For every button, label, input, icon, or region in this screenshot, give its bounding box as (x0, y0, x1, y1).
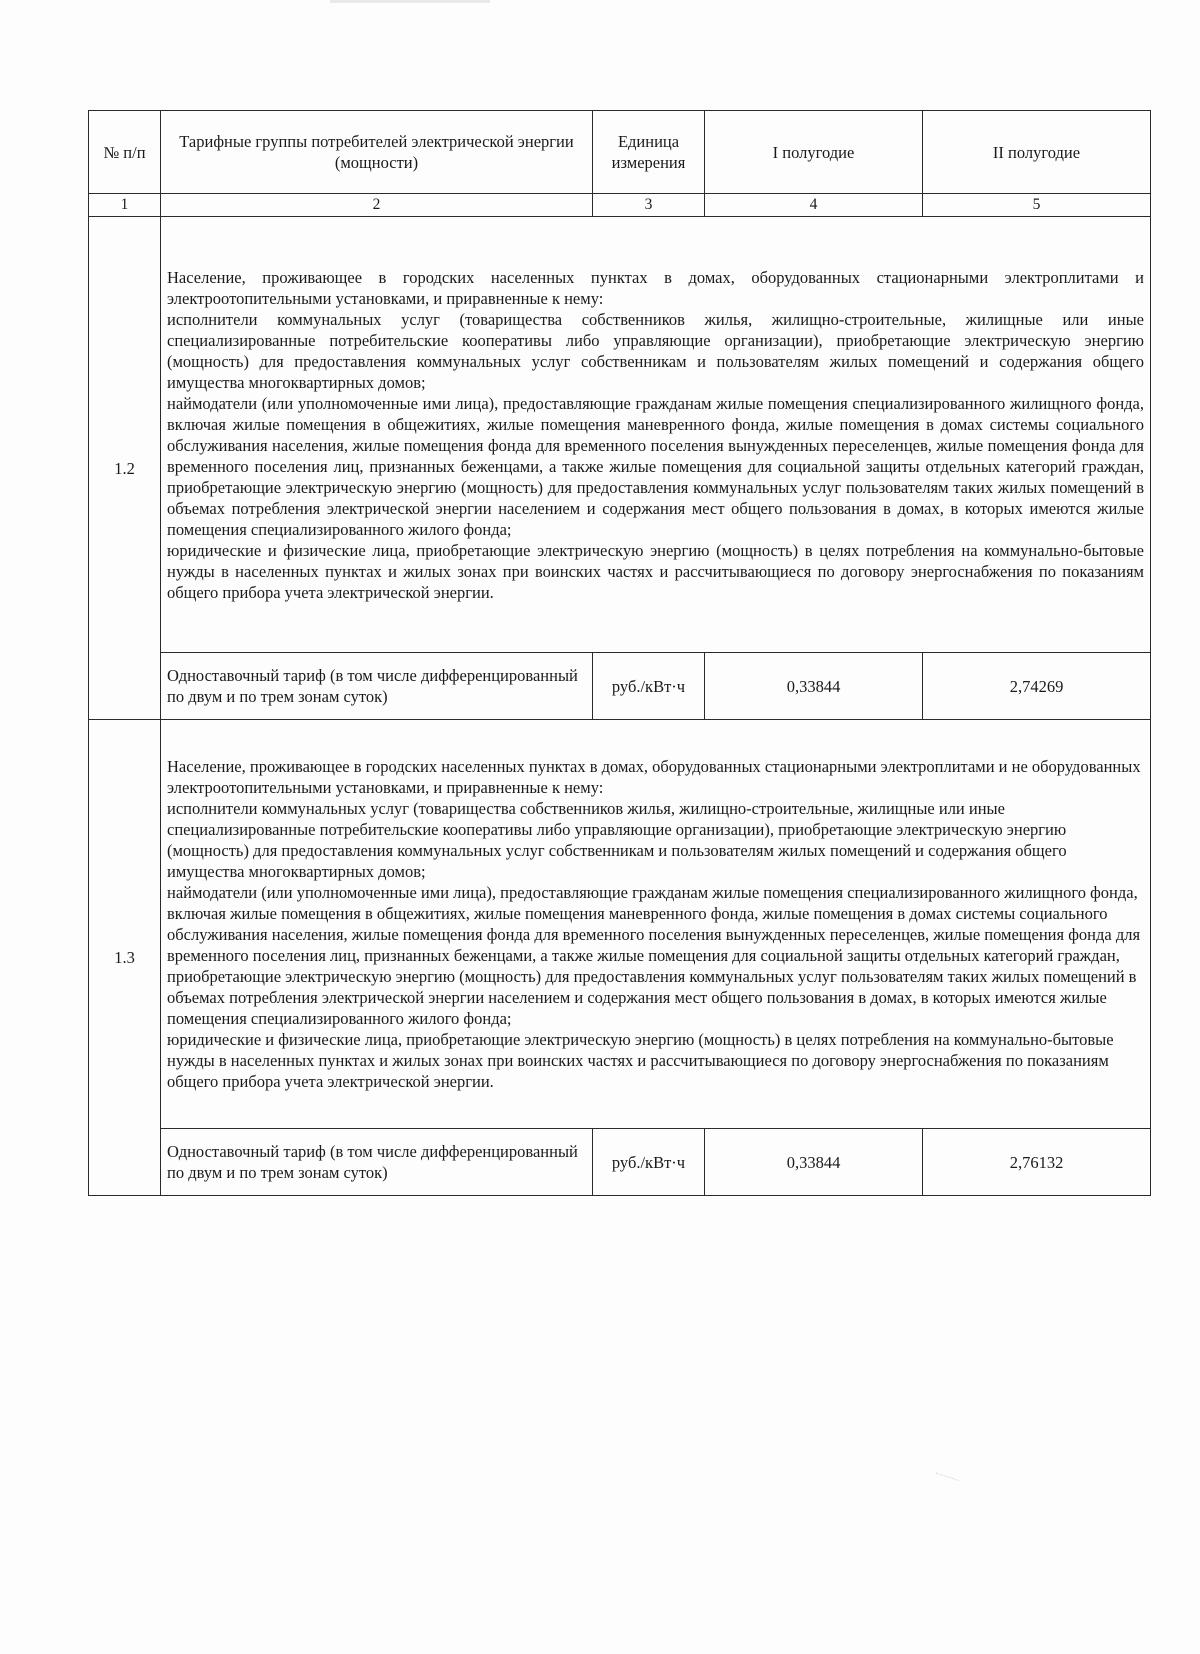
table-row (89, 1129, 1151, 1196)
description-paragraph: наймодатели (или уполномоченные ими лица), предоставляющие гражданам жилые помещения специализированного жилищного фонда, включая жилые помещения в общежитиях, жилые помещения маневренного фонда, жилые помещения в домах системы социального обслуживания населения, жилые помещения фонда для временного поселения вынужденных переселенцев, жилые помещения фонда для временного поселения лиц, признанных беженцами, а также жилые помещения для социальной защиты отдельных категорий граждан, приобретающие электрическую энергию (мощность) для предоставления коммунальных услуг пользователям таких жилых помещений в объемах потребления электрической энергии населением и содержания мест общего пользования в домах, в которых имеются жилые помещения специализированного жилого фонда; (167, 883, 1141, 1028)
column-index: 1 (89, 194, 161, 217)
group-description (161, 720, 1151, 1129)
rate-name: Одноставочный тариф (в том числе дифференцированный по двум и по трем зонам суток) (161, 1129, 593, 1196)
description-paragraph: юридические и физические лица, приобретающие электрическую энергию (мощность) в целях потребления на коммунально-бытовые нужды в населенных пунктах и жилых зонах при воинских частях и рассчитывающиеся по договору энергоснабжения по показаниям общего прибора учета электрической энергии. (167, 540, 1144, 602)
description-paragraph: исполнители коммунальных услуг (товарищества собственников жилья, жилищно-строительные, жилищные или иные специализированные потребительские кооперативы либо управляющие организации), приобретающие электрическую энергию (мощность) для предоставления коммунальных услуг собственникам и пользователям жилых помещений и содержания общего имущества многоквартирных домов; (167, 309, 1144, 392)
scan-artifact (933, 1473, 959, 1489)
table-header-row (89, 111, 1151, 194)
table-row (89, 653, 1151, 720)
table-row (89, 720, 1151, 1129)
column-index: 4 (705, 194, 923, 217)
rate-second-half: 2,76132 (923, 1129, 1151, 1196)
row-number: 1.2 (89, 217, 161, 720)
rate-name: Одноставочный тариф (в том числе дифференцированный по двум и по трем зонам суток) (161, 653, 593, 720)
rate-unit: руб./кВт·ч (593, 1129, 705, 1196)
description-paragraph: юридические и физические лица, приобретающие электрическую энергию (мощность) в целях потребления на коммунально-бытовые нужды в населенных пунктах и жилых зонах при воинских частях и рассчитывающиеся по договору энергоснабжения по показаниям общего прибора учета электрической энергии. (167, 1030, 1114, 1091)
description-paragraph: наймодатели (или уполномоченные ими лица), предоставляющие гражданам жилые помещения специализированного жилищного фонда, включая жилые помещения в общежитиях, жилые помещения маневренного фонда, жилые помещения в домах системы социального обслуживания населения, жилые помещения фонда для временного поселения вынужденных переселенцев, жилые помещения фонда для временного поселения лиц, признанных беженцами, а также жилые помещения для социальной защиты отдельных категорий граждан, приобретающие электрическую энергию (мощность) для предоставления коммунальных услуг пользователям таких жилых помещений в объемах потребления электрической энергии населением и содержания мест общего пользования в домах, в которых имеются жилые помещения специализированного жилого фонда; (167, 393, 1144, 539)
description-paragraph: исполнители коммунальных услуг (товарищества собственников жилья, жилищно-строительные, жилищные или иные специализированные потребительские кооперативы либо управляющие организации), приобретающие электрическую энергию (мощность) для предоставления коммунальных услуг собственникам и пользователям жилых помещений и содержания общего имущества многоквартирных домов; (167, 799, 1067, 881)
group-description (161, 217, 1151, 653)
rate-first-half: 0,33844 (705, 653, 923, 720)
description-paragraph: Население, проживающее в городских населенных пунктах в домах, оборудованных стационарными электроплитами и не оборудованных электроотопительными установками, и приравненные к нему: (167, 757, 1141, 797)
header-num: № п/п (89, 111, 161, 194)
rate-second-half: 2,74269 (923, 653, 1151, 720)
column-index: 5 (923, 194, 1151, 217)
header-group: Тарифные группы потребителей электрической энергии (мощности) (161, 111, 593, 194)
table-row (89, 217, 1151, 653)
row-number: 1.3 (89, 720, 161, 1196)
description-paragraph: Население, проживающее в городских населенных пунктах в домах, оборудованных стационарными электроплитами и электроотопительными установками, и приравненные к нему: (167, 267, 1144, 308)
header-second-half: II полугодие (923, 111, 1151, 194)
header-unit: Единица измерения (593, 111, 705, 194)
rate-unit: руб./кВт·ч (593, 653, 705, 720)
column-index: 3 (593, 194, 705, 217)
scan-artifact (330, 0, 490, 3)
header-first-half: I полугодие (705, 111, 923, 194)
tariff-table (88, 110, 1151, 1196)
column-index-row (89, 194, 1151, 217)
rate-first-half: 0,33844 (705, 1129, 923, 1196)
column-index: 2 (161, 194, 593, 217)
